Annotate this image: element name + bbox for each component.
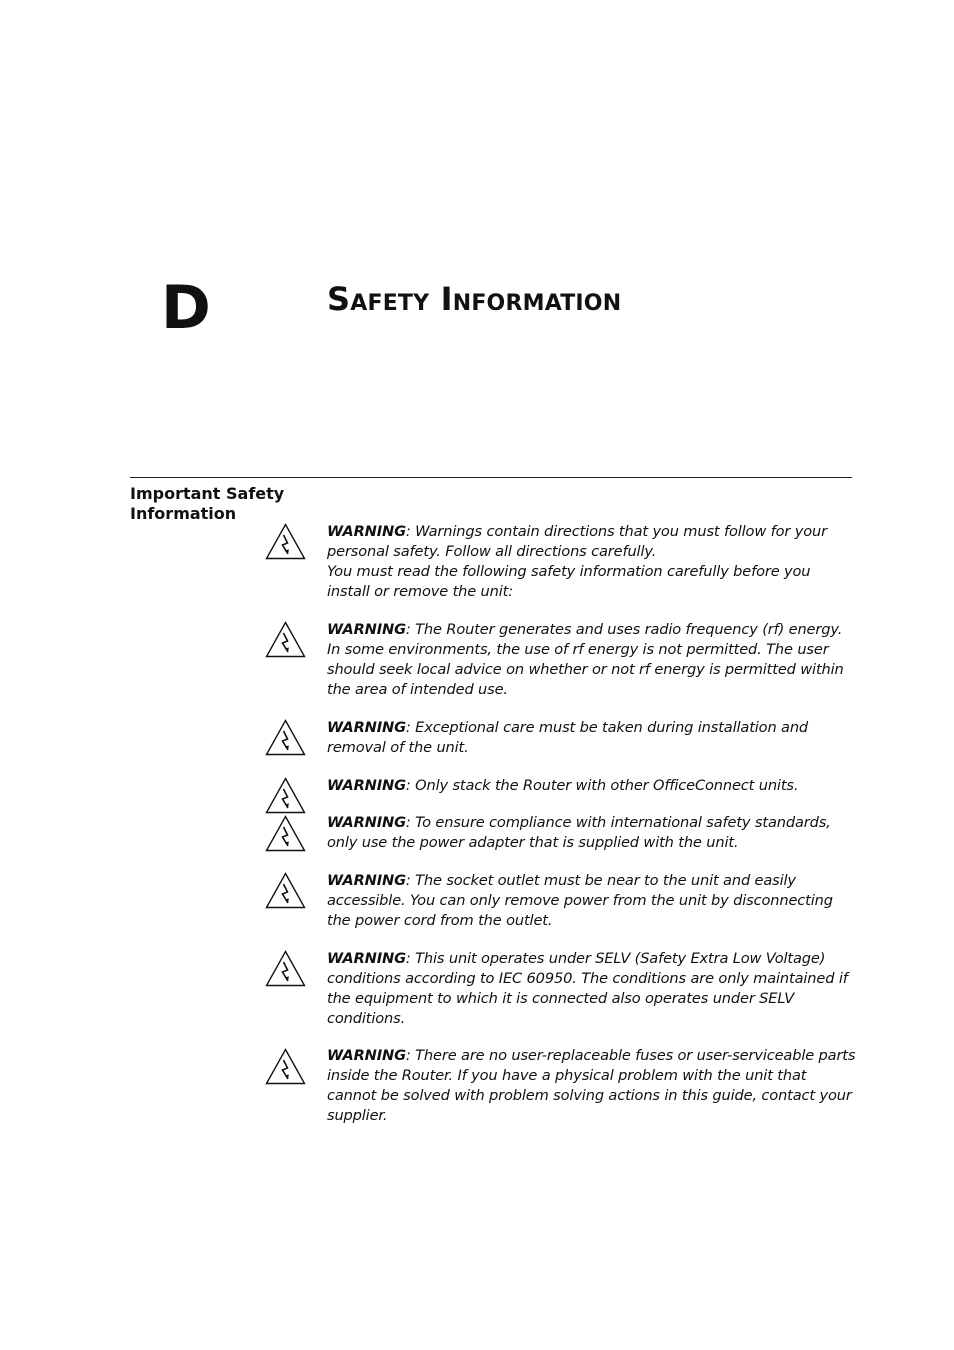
warning-item <box>327 1046 857 1126</box>
electrical-hazard-icon <box>265 872 306 909</box>
warning-item <box>327 871 857 931</box>
warning-text: : This unit operates under SELV (Safety Extra Low Voltage) conditions according to IEC 60950. The conditions are only maintained if the equipment to which it is connected also operates under SELV conditions. <box>327 950 848 1027</box>
electrical-hazard-icon <box>265 719 306 756</box>
warning-label: WARNING <box>327 719 406 736</box>
warning-item <box>327 620 857 700</box>
warning-text: : Only stack the Router with other OfficeConnect units. <box>405 777 799 794</box>
warning-text: : There are no user-replaceable fuses or user-serviceable parts inside the Router. If you have a physical problem with the unit that cannot be solved with problem solving actions in this guide, contact your supplier. <box>327 1047 856 1124</box>
electrical-hazard-icon <box>265 1048 306 1085</box>
electrical-hazard-icon <box>265 950 306 987</box>
warning-label: WARNING <box>327 1047 406 1064</box>
warning-text: : To ensure compliance with international safety standards, only use the power adapter that is supplied with the unit. <box>327 814 831 851</box>
warning-label: WARNING <box>327 621 406 638</box>
intro-note: You must read the following safety information carefully before you install or remove the unit: <box>327 563 811 600</box>
warning-label: WARNING <box>327 814 406 831</box>
section-heading: Important Safety Information <box>130 484 285 523</box>
warning-label: WARNING <box>327 950 406 967</box>
chapter-letter: D <box>161 273 211 343</box>
electrical-hazard-icon <box>265 815 306 852</box>
chapter-title: Safety Information <box>327 280 622 318</box>
warning-label: WARNING <box>327 872 406 889</box>
warning-item <box>327 776 857 796</box>
electrical-hazard-icon <box>265 621 306 658</box>
warning-item <box>327 813 857 853</box>
electrical-hazard-icon <box>265 777 306 814</box>
warning-text: : The socket outlet must be near to the unit and easily accessible. You can only remove power from the unit by disconnecting the power cord from the outlet. <box>327 872 833 929</box>
warning-label: WARNING <box>327 777 406 794</box>
warning-item <box>327 718 857 758</box>
warning-text: : Exceptional care must be taken during installation and removal of the unit. <box>327 719 809 756</box>
electrical-hazard-icon <box>265 523 306 560</box>
warning-text: : Warnings contain directions that you must follow for your personal safety. Follow all directions carefully. <box>327 523 827 560</box>
warning-item <box>327 522 857 562</box>
warning-item <box>327 949 857 1029</box>
warning-text: : The Router generates and uses radio frequency (rf) energy. In some environments, the use of rf energy is not permitted. The user should seek local advice on whether or not rf energy is permitted within the area of intended use. <box>327 621 844 698</box>
warning-label: WARNING <box>327 523 406 540</box>
section-divider <box>130 477 852 478</box>
